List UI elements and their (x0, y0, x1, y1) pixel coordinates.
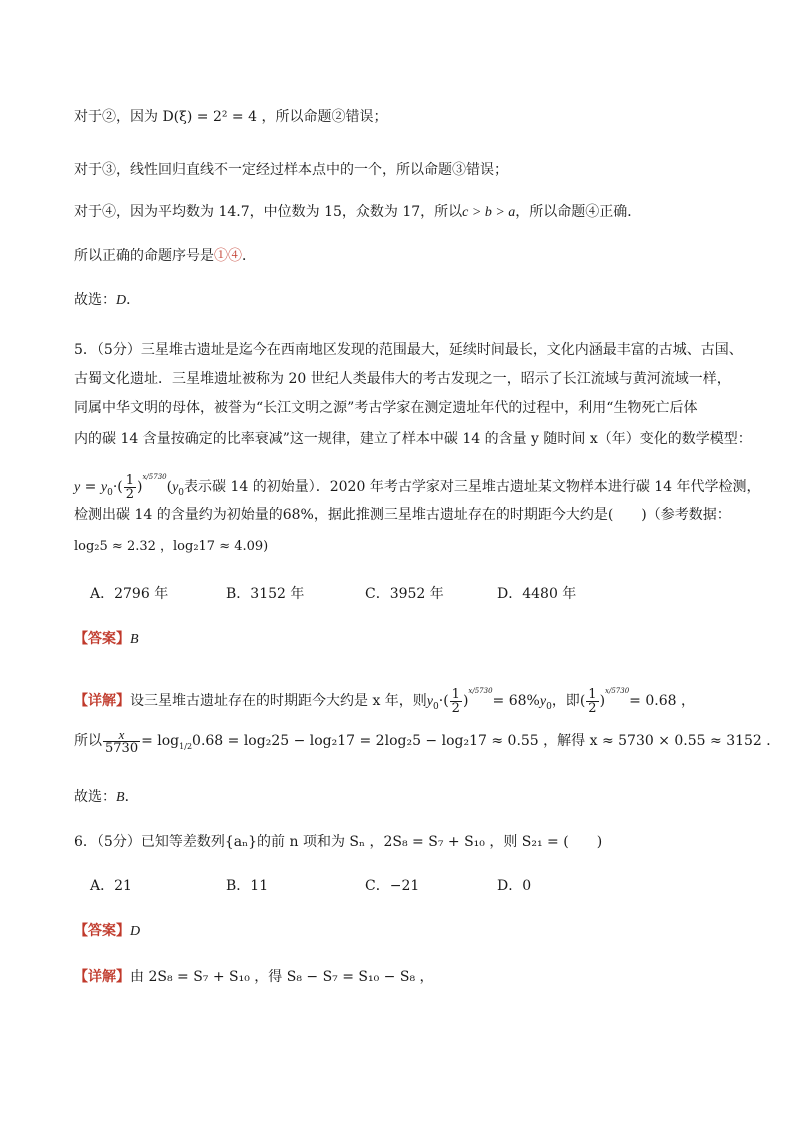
q5-option-a: A．2796 年 (90, 586, 169, 602)
detail-frac2 (586, 688, 598, 715)
formula-y0: y (100, 480, 108, 495)
q5-select (74, 787, 139, 808)
q5-option-b: B．3152 年 (226, 586, 305, 602)
line-2: 对于③，线性回归直线不一定经过样本点中的一个，所以命题③错误； (74, 162, 508, 178)
select2-label: 故选： (74, 789, 116, 805)
q5-line-2: 古蜀文化遗址．三星堆遗址被称为 20 世纪人类最伟大的考古发现之一，昭示了长江流域与黄河流域一样， (74, 371, 731, 387)
detail-frac-den: 2 (451, 700, 460, 716)
detail2-frac-num: x (103, 728, 140, 742)
formula-dot: ·( (112, 479, 123, 495)
detail-frac2-den: 2 (588, 700, 597, 716)
detail-close2: ) (599, 693, 606, 709)
q6-answer (74, 921, 140, 942)
line-4-end: ． (242, 248, 256, 264)
formula-sub0b: 0 (178, 487, 185, 498)
select-label: 故选： (74, 292, 116, 308)
detail-dot: ·( (438, 693, 449, 709)
q6-detail (74, 967, 434, 987)
detail2-text-1: 所以 (74, 733, 102, 749)
detail-open2: ( (579, 693, 586, 709)
detail-frac (450, 688, 462, 715)
line-4 (74, 246, 256, 266)
detail-y0: y (426, 694, 434, 709)
answer-label: 【答案】 (74, 631, 130, 647)
line-3 (74, 202, 641, 223)
detail-frac-num: 1 (451, 686, 460, 702)
detail-text-3: ，即 (551, 693, 580, 709)
detail-sub0b: 0 (546, 701, 552, 712)
q5-line-5-text: 表示碳 14 的初始量）．2020 年考古学家对三星堆古遗址某文物样本进行碳 14 年代学检测， (184, 479, 761, 495)
detail-text-1: 设三星堆古遗址存在的时期距今大约是 x 年，则 (130, 693, 427, 709)
formula-frac (124, 474, 136, 501)
q5-detail-1 (74, 676, 695, 722)
q5-line-6: 检测出碳 14 的含量约为初始量的68%，据此推测三星堆古遗址存在的时期距今大约是( )（参考数据： (74, 507, 731, 523)
detail2-text-3: 0.68 = log₂25 − log₂17 = 2log₂5 − log₂17 ≈ 0.55 ，解得 x ≈ 5730 × 0.55 ≈ 3152 ． (192, 733, 781, 749)
frac-den: 2 (125, 486, 135, 502)
formula-open: ( (166, 479, 173, 495)
answer-value: B (130, 632, 139, 647)
detail-exp: x/5730 (468, 687, 493, 695)
q5-answer (74, 629, 139, 650)
line-3-text: 对于④，因为平均数为 14.7，中位数为 15，众数为 17，所以 (74, 204, 463, 220)
detail-label: 【详解】 (74, 693, 130, 709)
select-value: D (116, 293, 127, 308)
q6-detail-label: 【详解】 (74, 969, 130, 985)
detail-frac2-num: 1 (588, 686, 597, 702)
line-4-text: 所以正确的命题序号是 (74, 248, 214, 264)
q5-option-c: C．3952 年 (365, 586, 444, 602)
q5-option-d: D．4480 年 (497, 586, 577, 602)
detail-exp2: x/5730 (605, 687, 630, 695)
line-4-answer: ①④ (214, 248, 242, 264)
detail2-frac-den: 5730 (105, 740, 139, 756)
q5-line-3: 同属中华文明的母体，被誉为“长江文明之源”考古学家在测定遗址年代的过程中，利用“生物死亡后体 (74, 400, 698, 416)
detail-close: ) (462, 693, 469, 709)
q6-option-b: B．11 (226, 878, 269, 894)
frac-num: 1 (125, 472, 135, 488)
line-1: 对于②，因为 D(ξ) = 2² = 4 ，所以命题②错误； (74, 109, 388, 125)
q6-line: 6．（5分）已知等差数列{aₙ}的前 n 项和为 Sₙ ，2S₈ = S₇ + S₁₀ ，则 S₂₁ = ( ) (74, 834, 603, 850)
q6-option-c: C．−21 (365, 878, 420, 894)
detail2-base: 1/2 (179, 741, 193, 751)
formula-sub0: 0 (107, 487, 113, 498)
line-5 (74, 290, 140, 311)
formula-y: y (74, 480, 81, 495)
q6-answer-value: D (130, 924, 141, 939)
q5-detail-2 (74, 724, 780, 764)
detail-text-2: = 68% (492, 693, 540, 709)
q6-answer-label: 【答案】 (74, 923, 130, 939)
detail2-text-2: = log (141, 733, 180, 749)
q5-line-7: log₂5 ≈ 2.32 ，log₂17 ≈ 4.09) (74, 539, 269, 554)
formula-y0b: y (172, 480, 179, 495)
q6-detail-text: 由 2S₈ = S₇ + S₁₀ ，得 S₈ − S₇ = S₁₀ − S₈ ， (130, 969, 434, 985)
detail-text-4: = 0.68 ， (629, 693, 695, 709)
q6-option-d: D．0 (497, 878, 532, 894)
select-end: ． (126, 292, 141, 308)
q5-line-5 (74, 462, 761, 508)
line-3-end: ，所以命题④正确． (515, 204, 642, 220)
detail2-frac (103, 728, 140, 755)
line-3-math: c > b > a (462, 205, 516, 220)
detail-y0b: y (539, 694, 547, 709)
formula-exp: x/5730 (142, 473, 167, 481)
q6-option-a: A．21 (90, 878, 132, 894)
select2-end: ． (124, 789, 139, 805)
q5-line-1: 5．（5分）三星堆古遗址是迄今在西南地区发现的范围最大，延续时间最长，文化内涵最丰富的古城、古国、 (74, 342, 743, 358)
q5-line-4: 内的碳 14 含量按确定的比率衰减”这一规律，建立了样本中碳 14 的含量 y 随时间 x（年）变化的数学模型： (74, 431, 752, 447)
formula-close: ) (137, 479, 143, 495)
formula-eq: = (84, 479, 101, 495)
detail-sub0: 0 (433, 701, 439, 712)
select2-value: B (116, 790, 125, 805)
